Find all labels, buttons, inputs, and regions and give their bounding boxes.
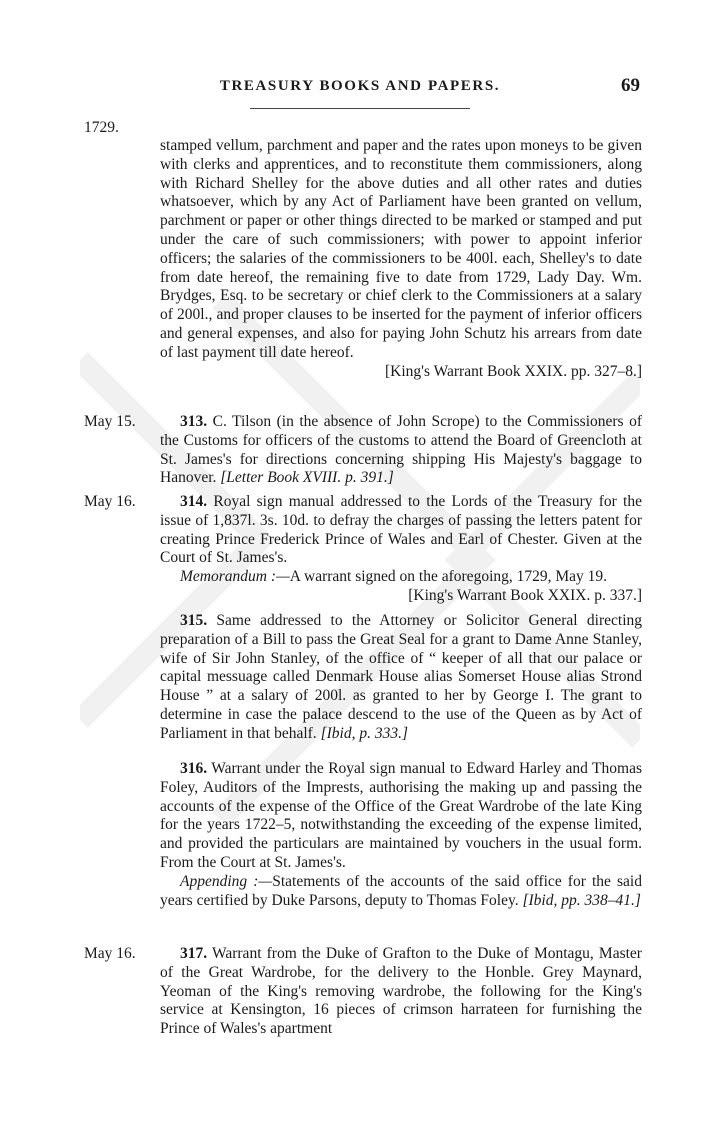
running-head: TREASURY BOOKS AND PAPERS. [219, 78, 501, 94]
entry-text: stamped vellum, parchment and paper and the rates upon moneys to be given with clerks and apprentices, and to reconstitute them commissioners, along with Richard Shelley for the above duties and all other rates and duties whatsoever, which by any Act of Parliament have been granted on vellum, parchment or paper or other things directed to be marked or stamped and put under the care of such commissioners; with power to appoint inferior officers; the salaries of the commissioners to be 400l. each, Shelley's to date from date hereof, the remaining five to date from 1729, Lady Day. Wm. Brydges, Esq. to be secretary or chief clerk to the Commissioners at a salary of 200l., and proper clauses to be inserted for the payment of inferior officers and general expenses, and also for paying John Schutz his arrears from date of last payment till date hereof. [160, 137, 642, 361]
entry-313 [160, 413, 642, 488]
entry-text: Royal sign manual addressed to the Lords of the Treasury for the issue of 1,837l. 3s. 10d. to defray the charges of passing the letters patent for creating Prince Frederick Prince of Wales and Earl of Chester. Given at the Court of St. James's. [160, 493, 642, 567]
entry-continued [160, 137, 642, 381]
entry-315 [160, 612, 642, 744]
entry-reference: [King's Warrant Book XXIX. p. 337.] [408, 586, 642, 604]
entry-number: 315. [180, 612, 208, 629]
entry-number: 317. [180, 945, 208, 962]
entry-reference: [King's Warrant Book XXIX. pp. 327–8.] [385, 362, 642, 380]
entry-reference: [Ibid, p. 333.] [320, 724, 408, 742]
appending-text: Statements of the accounts of the said office for the said years certified by Duke Parsons, deputy to Thomas Foley. [160, 872, 642, 909]
appending-label: Appending :— [180, 872, 273, 890]
entry-reference: [Ibid, pp. 338–41.] [522, 891, 641, 909]
memorandum-text: A warrant signed on the aforegoing, 1729, May 19. [289, 568, 608, 586]
margin-date: May 16. [84, 945, 136, 962]
entry-text: Same addressed to the Attorney or Solicitor General directing preparation of a Bill to pass the Great Seal for a grant to Dame Anne Stanley, wife of Sir John Stanley, of the office of “ keeper of all that our palace or capital messuage called Denmark House alias Somerset House alias Strond House ” at a salary of 200l. as granted to her by George I. The grant to determine in case the palace descend to the use of the Queen as by Act of Parliament in that behalf. [160, 612, 642, 742]
entry-text: Warrant from the Duke of Grafton to the Duke of Montagu, Master of the Great Wardrobe, for the delivery to the Honble. Grey Maynard, Yeoman of the King's removing wardrobe, the following for the King's service at Kensington, 16 pieces of crimson harrateen for furnishing the Prince of Wales's apartment [160, 945, 642, 1038]
margin-year: 1729. [84, 119, 119, 136]
entry-text: C. Tilson (in the absence of John Scrope) to the Commissioners of the Customs for officers of the customs to attend the Board of Greencloth at St. James's for directions concerning shipping His Majesty's baggage to Hanover. [160, 413, 642, 487]
margin-date: May 16. [84, 493, 136, 510]
entry-text: Warrant under the Royal sign manual to Edward Harley and Thomas Foley, Auditors of the Imprests, authorising the making up and passing the accounts of the expense of the Office of the Great Wardrobe of the late King for the years 1722–5, notwithstanding the exceeding of the expense limited, and provided the particulars are maintained by vouchers in the usual form. From the Court at St. James's. [160, 760, 642, 871]
entry-316 [160, 760, 642, 910]
entry-number: 316. [180, 760, 208, 777]
entry-number: 313. [180, 413, 208, 430]
entry-reference: [Letter Book XVIII. p. 391.] [220, 469, 394, 487]
memorandum-label: Memorandum :— [180, 568, 290, 586]
entry-317 [160, 945, 642, 1039]
page-header [0, 75, 720, 102]
entry-number: 314. [180, 493, 208, 510]
header-rule [250, 108, 470, 109]
entry-314 [160, 493, 642, 606]
page-number: 69 [621, 75, 640, 96]
margin-date: May 15. [84, 413, 136, 430]
